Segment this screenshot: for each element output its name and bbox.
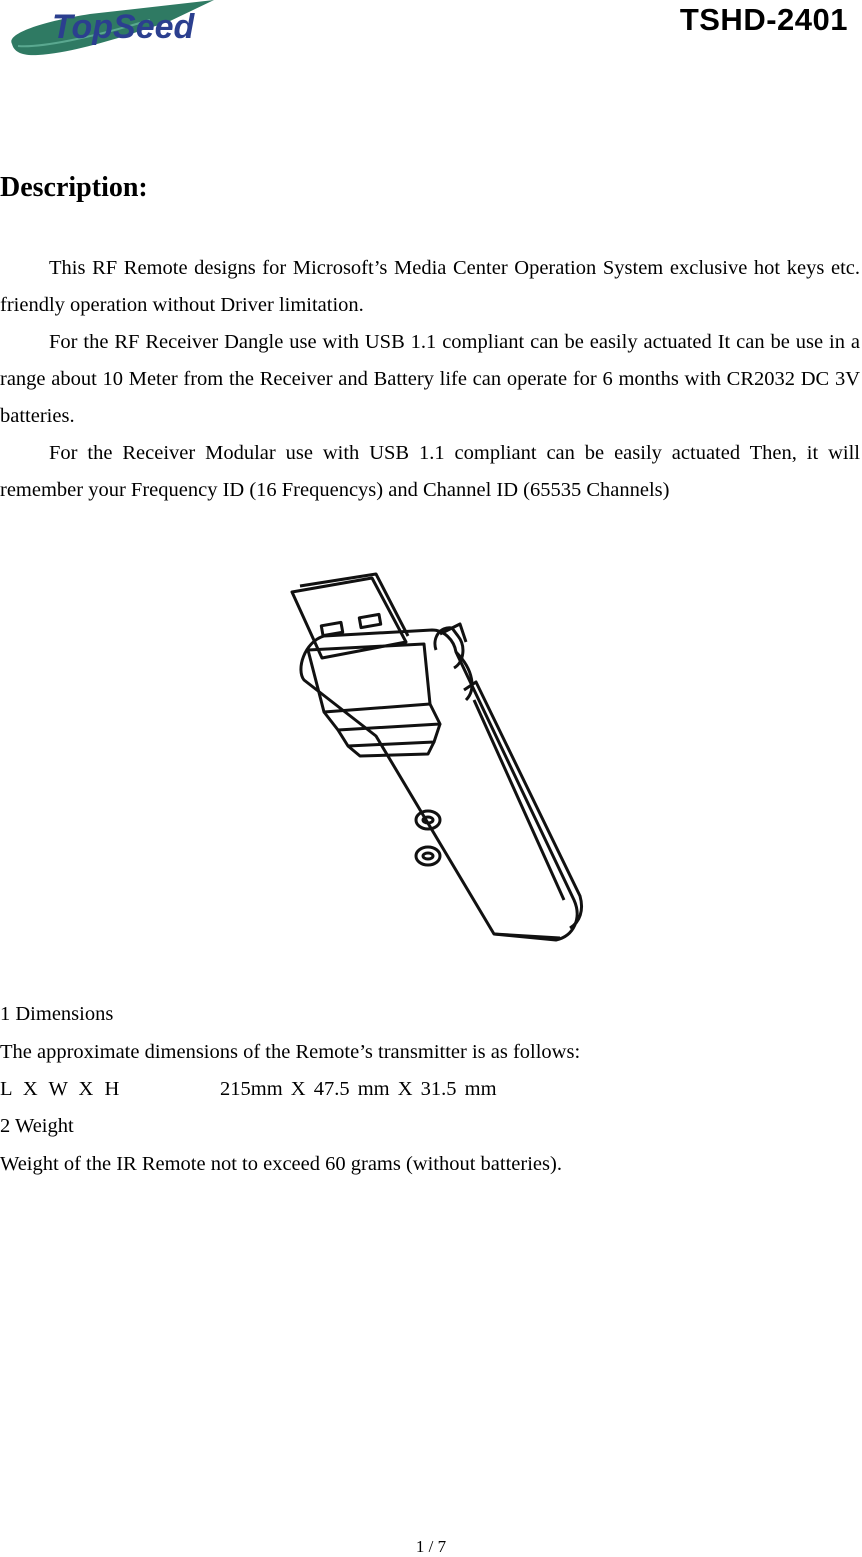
description-title: Description: <box>0 172 148 203</box>
page-number: 1 / 7 <box>415 1537 447 1556</box>
dimensions-intro: The approximate dimensions of the Remote’s transmitter is as follows: <box>0 1041 581 1063</box>
description-paragraph-2: For the RF Receiver Dangle use with USB 1.1 compliant can be easily actuated It can be use in a range about 10 Meter from the Receiver and Battery life can operate for 6 months with CR2032 DC 3V batteries. <box>0 331 860 427</box>
description-paragraph-1: This RF Remote designs for Microsoft’s Media Center Operation System exclusive hot keys etc. friendly operation without Driver limitation. <box>0 257 860 316</box>
dimensions-heading: 1 Dimensions <box>0 1003 114 1025</box>
usb-receiver-dongle-illustration <box>264 550 596 960</box>
description-paragraph-3: For the Receiver Modular use with USB 1.1 compliant can be easily actuated Then, it will remember your Frequency ID (16 Frequencys) and Channel ID (65535 Channels) <box>0 442 860 501</box>
weight-heading: 2 Weight <box>0 1115 74 1137</box>
logo-text: TopSeed <box>52 8 195 46</box>
model-number: TSHD-2401 <box>679 2 848 37</box>
weight-text: Weight of the IR Remote not to exceed 60 grams (without batteries). <box>0 1153 562 1175</box>
topseed-logo <box>0 0 264 82</box>
dimensions-label: L X W X H <box>0 1078 120 1100</box>
dimensions-value: 215mm X 47.5 mm X 31.5 mm <box>220 1078 497 1100</box>
